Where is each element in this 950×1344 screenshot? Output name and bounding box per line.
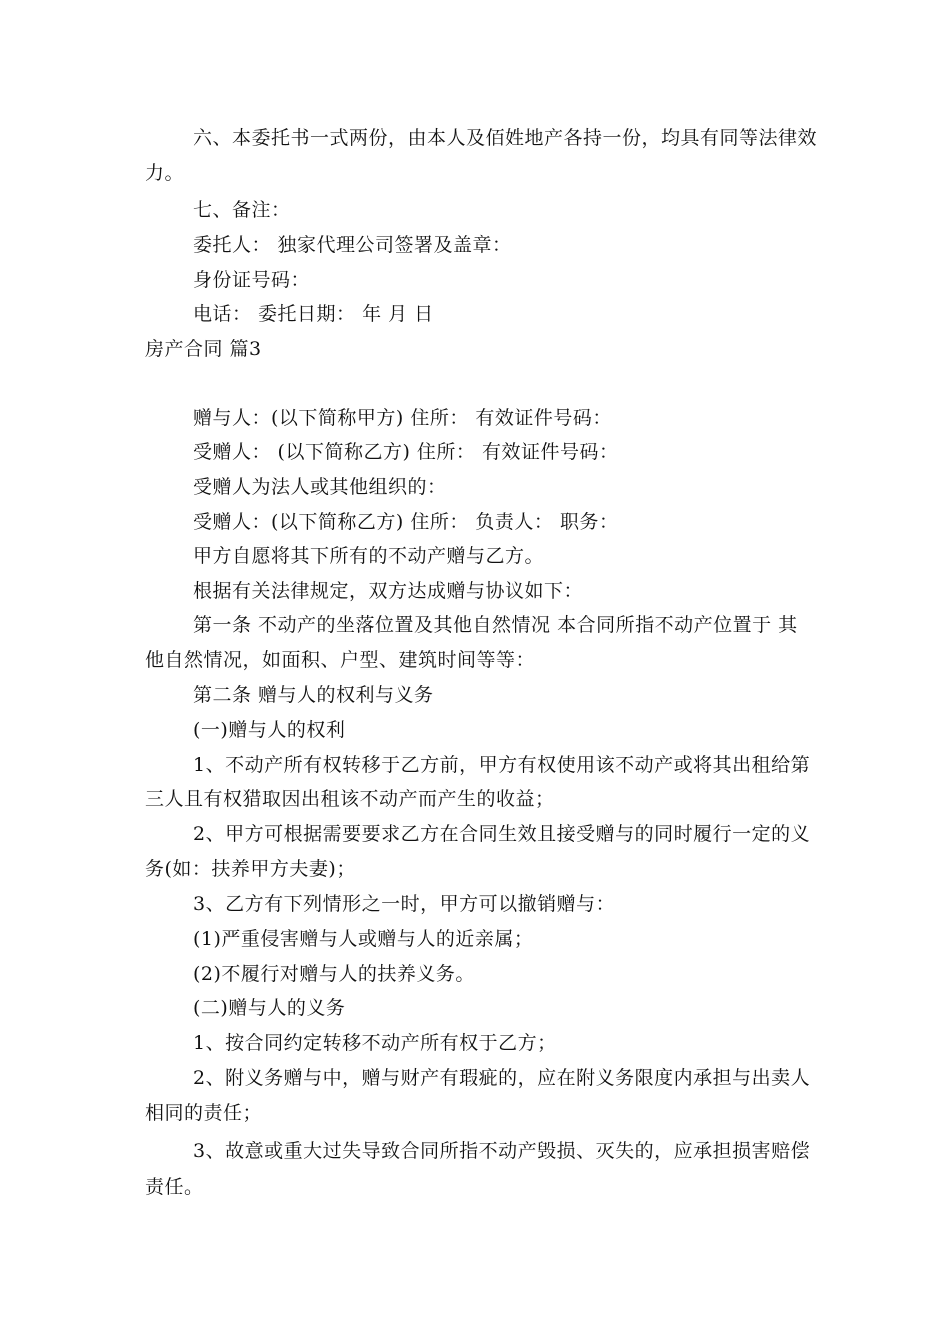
- article-two-heading: 第二条 赠与人的权利与义务: [193, 684, 434, 706]
- id-number-line: 身份证号码：: [193, 269, 311, 291]
- clause-six-line1: 六、本委托书一式两份，由本人及佰姓地产各持一份，均具有同等法律效: [193, 127, 818, 149]
- right-two-line1: 2、甲方可根据需要要求乙方在合同生效且接受赠与的同时履行一定的义: [193, 823, 811, 845]
- clause-seven-remarks: 七、备注：: [193, 199, 291, 221]
- donor-rights-heading: (一)赠与人的权利: [193, 719, 346, 741]
- donee-line: 受赠人： (以下简称乙方) 住所： 有效证件号码：: [193, 441, 619, 463]
- agreement-intro-line: 根据有关法律规定，双方达成赠与协议如下：: [193, 580, 584, 602]
- right-three-line: 3、乙方有下列情形之一时，甲方可以撤销赠与：: [193, 893, 616, 915]
- duty-three-line1: 3、故意或重大过失导致合同所指不动产毁损、灭失的，应承担损害赔偿: [193, 1140, 811, 1162]
- duty-two-line2: 相同的责任；: [145, 1102, 263, 1124]
- duty-three-line2: 责任。: [145, 1176, 204, 1198]
- section-heading: 房产合同 篇3: [145, 338, 262, 360]
- right-three-item1: (1)严重侵害赠与人或赠与人的近亲属；: [193, 928, 534, 950]
- signature-line-principal: 委托人： 独家代理公司签署及盖章：: [193, 234, 512, 256]
- donee-org-detail-line: 受赠人：(以下简称乙方) 住所： 负责人： 职务：: [193, 511, 619, 533]
- right-one-line1: 1、不动产所有权转移于乙方前，甲方有权使用该不动产或将其出租给第: [193, 754, 811, 776]
- intent-line: 甲方自愿将其下所有的不动产赠与乙方。: [193, 545, 545, 567]
- right-two-line2: 务(如：扶养甲方夫妻)；: [145, 858, 356, 880]
- duty-one-line: 1、按合同约定转移不动产所有权于乙方；: [193, 1032, 557, 1054]
- right-three-item2: (2)不履行对赠与人的扶养义务。: [193, 963, 475, 985]
- right-one-line2: 三人且有权猎取因出租该不动产而产生的收益；: [145, 788, 555, 810]
- article-one-line1: 第一条 不动产的坐落位置及其他自然情况 本合同所指不动产位置于 其: [193, 614, 798, 636]
- clause-six-line2: 力。: [145, 162, 185, 184]
- duty-two-line1: 2、附义务赠与中，赠与财产有瑕疵的，应在附义务限度内承担与出卖人: [193, 1067, 811, 1089]
- phone-date-line: 电话： 委托日期： 年 月 日: [193, 303, 434, 325]
- donor-line: 赠与人：(以下简称甲方) 住所： 有效证件号码：: [193, 407, 612, 429]
- donor-duties-heading: (二)赠与人的义务: [193, 997, 346, 1019]
- article-one-line2: 他自然情况，如面积、户型、建筑时间等等：: [145, 649, 536, 671]
- donee-org-line: 受赠人为法人或其他组织的：: [193, 476, 447, 498]
